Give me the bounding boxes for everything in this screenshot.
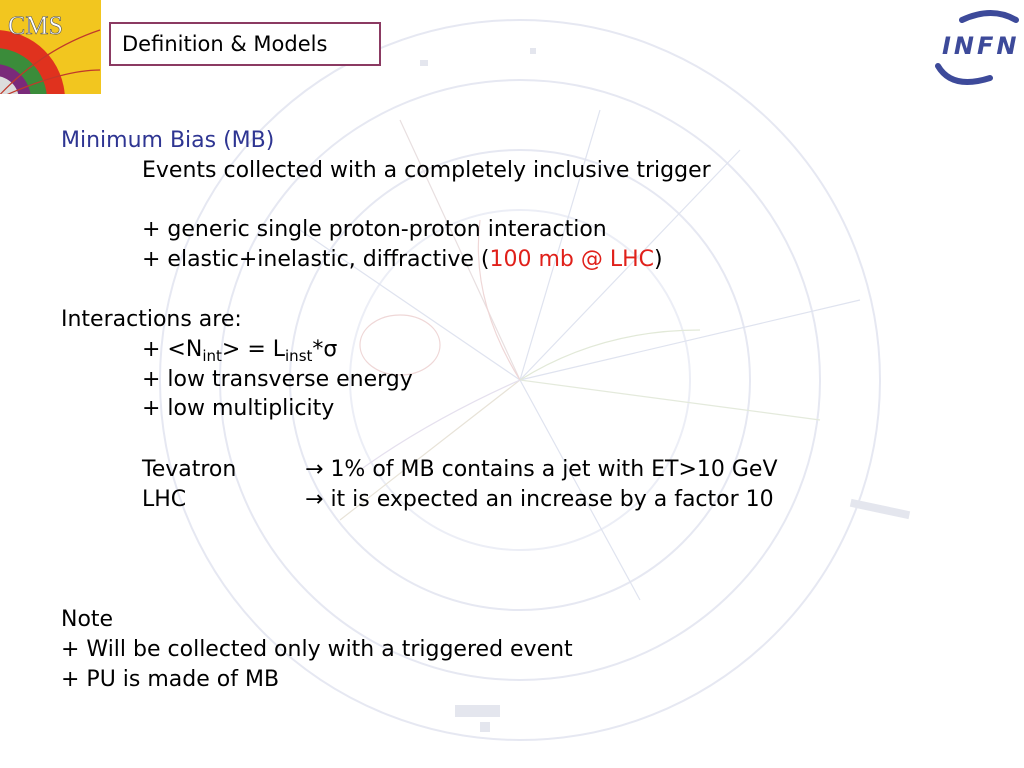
formula-sub-int: int	[202, 347, 222, 365]
comparison-tevatron-desc: 1% of MB contains a jet with ET>10 GeV	[330, 457, 778, 482]
interaction-formula	[142, 337, 337, 363]
mb-item-2	[142, 247, 663, 273]
svg-text:CMS: CMS	[8, 11, 63, 40]
svg-text:INFN: INFN	[942, 32, 1020, 60]
note-item-2: + PU is made of MB	[61, 667, 280, 692]
arrow-icon: →	[305, 457, 324, 482]
comparison-tevatron-text	[305, 457, 778, 483]
note-heading: Note	[61, 607, 114, 632]
mb-item-2-prefix: + elastic+inelastic, diffractive (	[142, 247, 490, 272]
formula-sub-inst: inst	[285, 347, 313, 365]
comparison-lhc-label: LHC	[142, 487, 187, 512]
formula-mid: > = L	[221, 337, 286, 362]
slide-title-text: Definition & Models	[122, 32, 328, 56]
mb-cross-section: 100 mb @ LHC	[489, 247, 655, 272]
mb-item-1: + generic single proton-proton interaction	[142, 217, 607, 242]
mb-item-2-suffix: )	[654, 247, 663, 272]
arrow-icon: →	[305, 487, 324, 512]
interactions-heading: Interactions are:	[61, 307, 242, 332]
interaction-item-3: + low multiplicity	[142, 396, 335, 421]
formula-suffix: *σ	[312, 337, 338, 362]
comparison-lhc-desc: it is expected an increase by a factor 10	[330, 487, 774, 512]
comparison-lhc-text	[305, 487, 774, 513]
formula-prefix: + <N	[142, 337, 203, 362]
note-item-1: + Will be collected only with a triggered event	[61, 637, 573, 662]
mb-description: Events collected with a completely inclusive trigger	[142, 158, 711, 183]
interaction-item-2: + low transverse energy	[142, 367, 413, 392]
mb-heading: Minimum Bias (MB)	[61, 128, 275, 153]
comparison-tevatron-label: Tevatron	[142, 457, 237, 482]
